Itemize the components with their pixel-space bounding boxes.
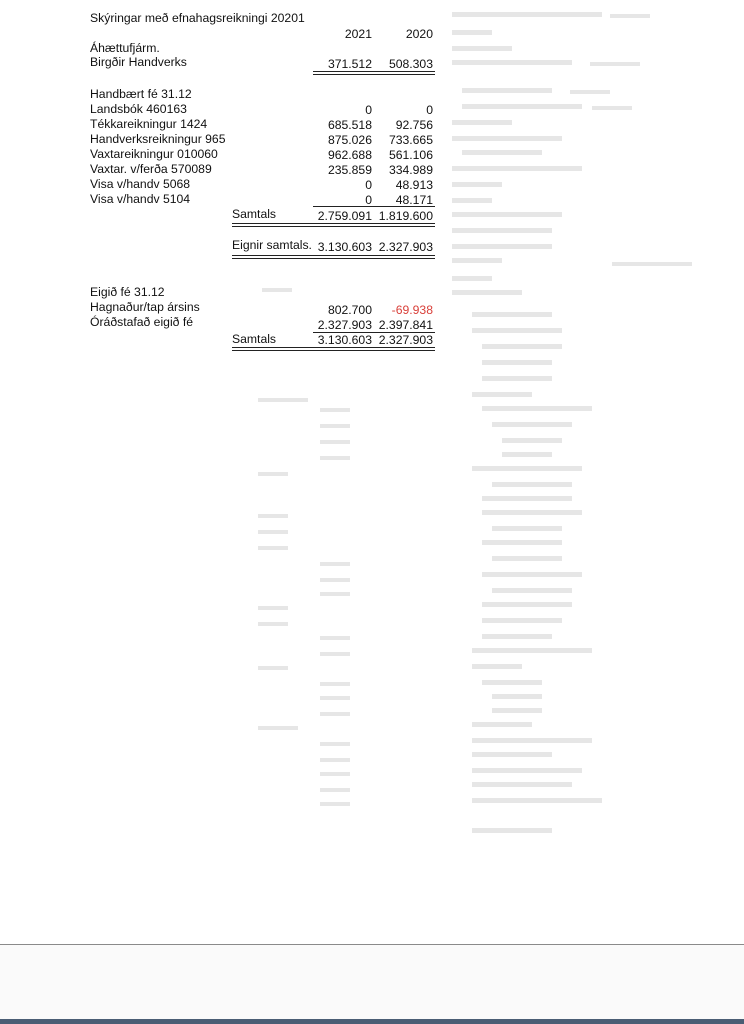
cash-heading: Handbært fé 31.12 bbox=[90, 87, 192, 101]
cash-row-value-2020: 92.756 bbox=[395, 118, 433, 132]
cash-row-label: Vaxtar. v/ferða 570089 bbox=[90, 162, 212, 176]
equity-total-label: Samtals bbox=[232, 332, 277, 346]
equity-total-value-2021: 3.130.603 bbox=[317, 333, 372, 347]
hazard-double-rule bbox=[313, 71, 435, 75]
cash-row-value-2021: 875.026 bbox=[327, 133, 372, 147]
equity-row-value-2021: 2.327.903 bbox=[317, 318, 372, 332]
page-title: Skýringar með efnahagsreikningi 20201 bbox=[90, 11, 305, 25]
cash-row-value-2020: 561.106 bbox=[388, 148, 433, 162]
assets-total-double-rule bbox=[232, 255, 435, 259]
equity-row-value-2020: 2.397.841 bbox=[378, 318, 433, 332]
cash-row-value-2021: 0 bbox=[365, 193, 372, 207]
cash-row-value-2020: 48.171 bbox=[395, 193, 433, 207]
scan-bottom-margin bbox=[0, 945, 744, 1024]
cash-row-value-2021: 962.688 bbox=[327, 148, 372, 162]
hazard-section-label: Áhættufjárm. bbox=[90, 41, 160, 55]
cash-row-label: Vaxtareikningur 010060 bbox=[90, 147, 218, 161]
page-fold-line bbox=[0, 944, 744, 945]
equity-row-label: Óráðstafað eigið fé bbox=[90, 315, 193, 329]
cash-total-double-rule bbox=[232, 223, 435, 227]
cash-subtotal-rule bbox=[313, 206, 435, 207]
hazard-row-value-2021: 371.512 bbox=[327, 57, 372, 71]
hazard-row-label: Birgðir Handverks bbox=[90, 55, 187, 69]
column-header-2021: 2021 bbox=[344, 27, 372, 41]
cash-row-value-2020: 0 bbox=[426, 103, 433, 117]
assets-total-label: Eignir samtals. bbox=[232, 238, 312, 252]
cash-row-label: Visa v/handv 5068 bbox=[90, 177, 191, 191]
equity-row-label: Hagnaður/tap ársins bbox=[90, 300, 200, 314]
cash-row-value-2021: 235.859 bbox=[327, 163, 372, 177]
cash-row-value-2020: 48.913 bbox=[395, 178, 433, 192]
cash-row-value-2020: 334.989 bbox=[388, 163, 433, 177]
equity-heading: Eigið fé 31.12 bbox=[90, 285, 165, 299]
assets-total-value-2020: 2.327.903 bbox=[378, 240, 433, 254]
cash-row-label: Handverksreikningur 965 bbox=[90, 132, 226, 146]
cash-row-value-2021: 0 bbox=[365, 103, 372, 117]
cash-row-value-2021: 0 bbox=[365, 178, 372, 192]
hazard-row-value-2020: 508.303 bbox=[388, 57, 433, 71]
equity-row-value-2021: 802.700 bbox=[327, 303, 372, 317]
equity-total-value-2020: 2.327.903 bbox=[378, 333, 433, 347]
assets-total-value-2021: 3.130.603 bbox=[317, 240, 372, 254]
cash-total-label: Samtals bbox=[232, 207, 277, 221]
cash-total-value-2020: 1.819.600 bbox=[378, 209, 433, 223]
cash-row-value-2020: 733.665 bbox=[388, 133, 433, 147]
equity-total-double-rule bbox=[232, 347, 435, 351]
column-header-2020: 2020 bbox=[405, 27, 433, 41]
scanner-edge-strip bbox=[0, 1019, 744, 1024]
cash-row-label: Landsbók 460163 bbox=[90, 102, 187, 116]
cash-row-value-2021: 685.518 bbox=[327, 118, 372, 132]
equity-row-value-2020-negative: -69.938 bbox=[391, 303, 433, 317]
cash-row-label: Visa v/handv 5104 bbox=[90, 192, 191, 206]
cash-total-value-2021: 2.759.091 bbox=[317, 209, 372, 223]
cash-row-label: Tékkareikningur 1424 bbox=[90, 117, 208, 131]
